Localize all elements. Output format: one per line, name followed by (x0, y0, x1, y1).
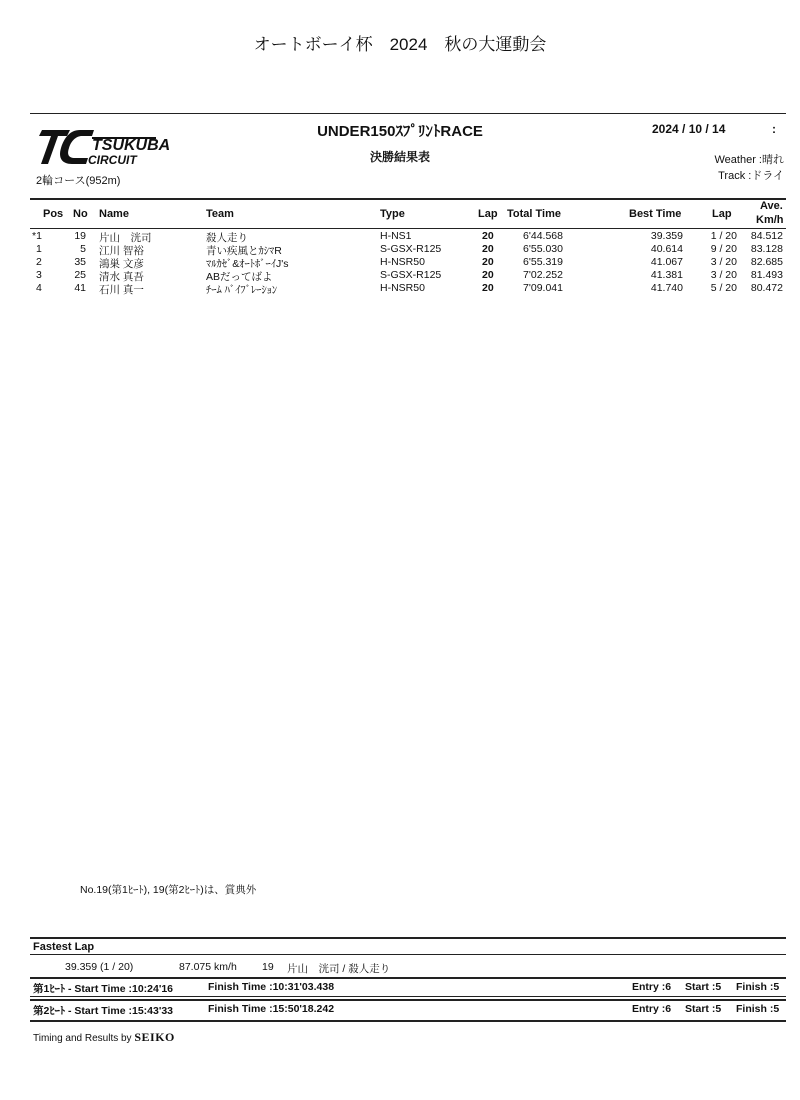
seiko-logo: SEIKO (134, 1030, 175, 1044)
row-team: ﾏﾙｶｾﾞ&ｵｰﾄﾎﾞｰｲJ's (206, 258, 289, 270)
course-label: 2輪コース(952m) (36, 175, 121, 187)
row-total: 6'55.319 (523, 256, 563, 268)
row-total: 6'44.568 (523, 230, 563, 242)
event-title: オートボーイ杯 2024 秋の大運動会 (253, 35, 547, 54)
heat1-top-rule (30, 977, 786, 979)
header-top-rule (30, 198, 786, 200)
heat-start-count: Start :5 (685, 981, 722, 993)
race-date: 2024 / 10 / 14 (652, 122, 726, 136)
col-team: Team (206, 208, 234, 220)
row-best-lap: 9 / 20 (710, 243, 737, 255)
row-pos: 2 (36, 256, 42, 268)
row-lap: 20 (482, 230, 494, 242)
row-best-lap: 3 / 20 (710, 269, 737, 281)
timing-credit-prefix: Timing and Results by (33, 1033, 135, 1044)
row-name: 江川 智裕 (99, 245, 144, 257)
row-name: 石川 真一 (99, 284, 144, 296)
fastest-lap-speed: 87.075 km/h (179, 961, 237, 973)
row-best-lap: 3 / 20 (710, 256, 737, 268)
row-pos: 1 (36, 243, 42, 255)
col-no: No (73, 208, 88, 220)
col-lap: Lap (478, 208, 498, 220)
col-name: Name (99, 208, 129, 220)
heat1-bottom-rule (30, 996, 786, 997)
row-ave: 84.512 (750, 230, 783, 242)
heat-finish-count: Finish :5 (736, 981, 780, 993)
col-type: Type (380, 208, 405, 220)
row-name: 鴻巣 文彦 (99, 258, 144, 270)
row-type: H-NS1 (380, 230, 412, 242)
row-ave: 81.493 (750, 269, 783, 281)
row-lap: 20 (482, 269, 494, 281)
table-row (0, 256, 800, 268)
row-lap: 20 (482, 256, 494, 268)
row-no: 35 (74, 256, 86, 268)
fastest-lap-rule (30, 937, 786, 939)
row-team: ﾁｰﾑ ﾊﾞｲﾌﾞﾚｰｼｮﾝ (206, 284, 278, 296)
track-info: Track :ドライ (718, 170, 784, 182)
row-type: S-GSX-R125 (380, 243, 442, 255)
col-best-time: Best Time (629, 208, 682, 220)
fastest-lap-time: 39.359 (1 / 20) (65, 961, 134, 973)
heat-finish: Finish Time :15:50'18.242 (208, 1003, 335, 1015)
col-best-lap: Lap (712, 208, 732, 220)
heat2-bottom-rule (30, 1020, 786, 1022)
timing-credit (33, 1030, 175, 1045)
tsukuba-circuit-logo (36, 126, 216, 170)
heat-finish-count: Finish :5 (736, 1003, 780, 1015)
svg-text:TSUKUBA: TSUKUBA (92, 137, 171, 154)
heat-finish: Finish Time :10:31'03.438 (208, 981, 335, 993)
table-row (0, 243, 800, 255)
row-pos: 4 (36, 282, 42, 294)
row-team: ABだってばよ (206, 271, 273, 283)
results-subtitle: 決勝結果表 (369, 150, 430, 164)
heat2-top-rule (30, 999, 786, 1001)
row-no: 19 (74, 230, 86, 242)
row-best-lap: 5 / 20 (710, 282, 737, 294)
row-best: 40.614 (650, 243, 683, 255)
award-note: No.19(第1ﾋｰﾄ), 19(第2ﾋｰﾄ)は、賞典外 (80, 884, 257, 896)
row-name: 清水 真吾 (99, 271, 144, 283)
heat-entry: Entry :6 (632, 981, 672, 993)
svg-text:CIRCUIT: CIRCUIT (88, 153, 137, 167)
top-rule (30, 113, 786, 114)
row-ave: 82.685 (750, 256, 783, 268)
row-best: 41.740 (650, 282, 683, 294)
fastest-lap-no: 19 (262, 961, 274, 973)
table-row (0, 269, 800, 281)
col-total-time: Total Time (507, 208, 561, 220)
row-best: 41.381 (650, 269, 683, 281)
row-total: 6'55.030 (523, 243, 563, 255)
row-lap: 20 (482, 282, 494, 294)
row-total: 7'02.252 (523, 269, 563, 281)
row-best: 39.359 (650, 230, 683, 242)
heat-start-count: Start :5 (685, 1003, 722, 1015)
row-pos: 3 (36, 269, 42, 281)
row-no: 5 (80, 243, 86, 255)
row-pos: *1 (32, 230, 42, 242)
header-bottom-rule (30, 228, 786, 229)
row-ave: 83.128 (750, 243, 783, 255)
weather-info: Weather :晴れ (714, 154, 784, 166)
row-ave: 80.472 (750, 282, 783, 294)
col-ave: Ave. (760, 200, 783, 212)
row-name: 片山 洸司 (99, 232, 152, 244)
row-type: S-GSX-R125 (380, 269, 442, 281)
fastest-lap-sub-rule (30, 954, 786, 955)
row-no: 25 (74, 269, 86, 281)
col-pos: Pos (43, 208, 64, 220)
tc-logo-icon (36, 126, 216, 170)
heat-entry: Entry :6 (632, 1003, 672, 1015)
row-best-lap: 1 / 20 (710, 230, 737, 242)
fastest-lap-title: Fastest Lap (33, 941, 95, 953)
heat-start: 第1ﾋｰﾄ - Start Time :10:24'16 (33, 983, 174, 995)
row-lap: 20 (482, 243, 494, 255)
race-title: UNDER150ｽﾌﾟﾘﾝﾄRACE (317, 123, 483, 140)
row-total: 7'09.041 (523, 282, 563, 294)
row-best: 41.067 (650, 256, 683, 268)
table-row (0, 230, 800, 242)
table-row (0, 282, 800, 294)
col-kmh: Km/h (756, 214, 784, 226)
row-type: H-NSR50 (380, 282, 425, 294)
row-team: 殺人走り (206, 232, 248, 244)
date-suffix: : (772, 122, 776, 136)
row-no: 41 (74, 282, 86, 294)
heat-start: 第2ﾋｰﾄ - Start Time :15:43'33 (33, 1005, 174, 1017)
row-team: 青い疾風とｶｼﾏR (206, 245, 282, 257)
row-type: H-NSR50 (380, 256, 425, 268)
fastest-lap-rider: 片山 洸司 / 殺人走り (287, 963, 391, 975)
